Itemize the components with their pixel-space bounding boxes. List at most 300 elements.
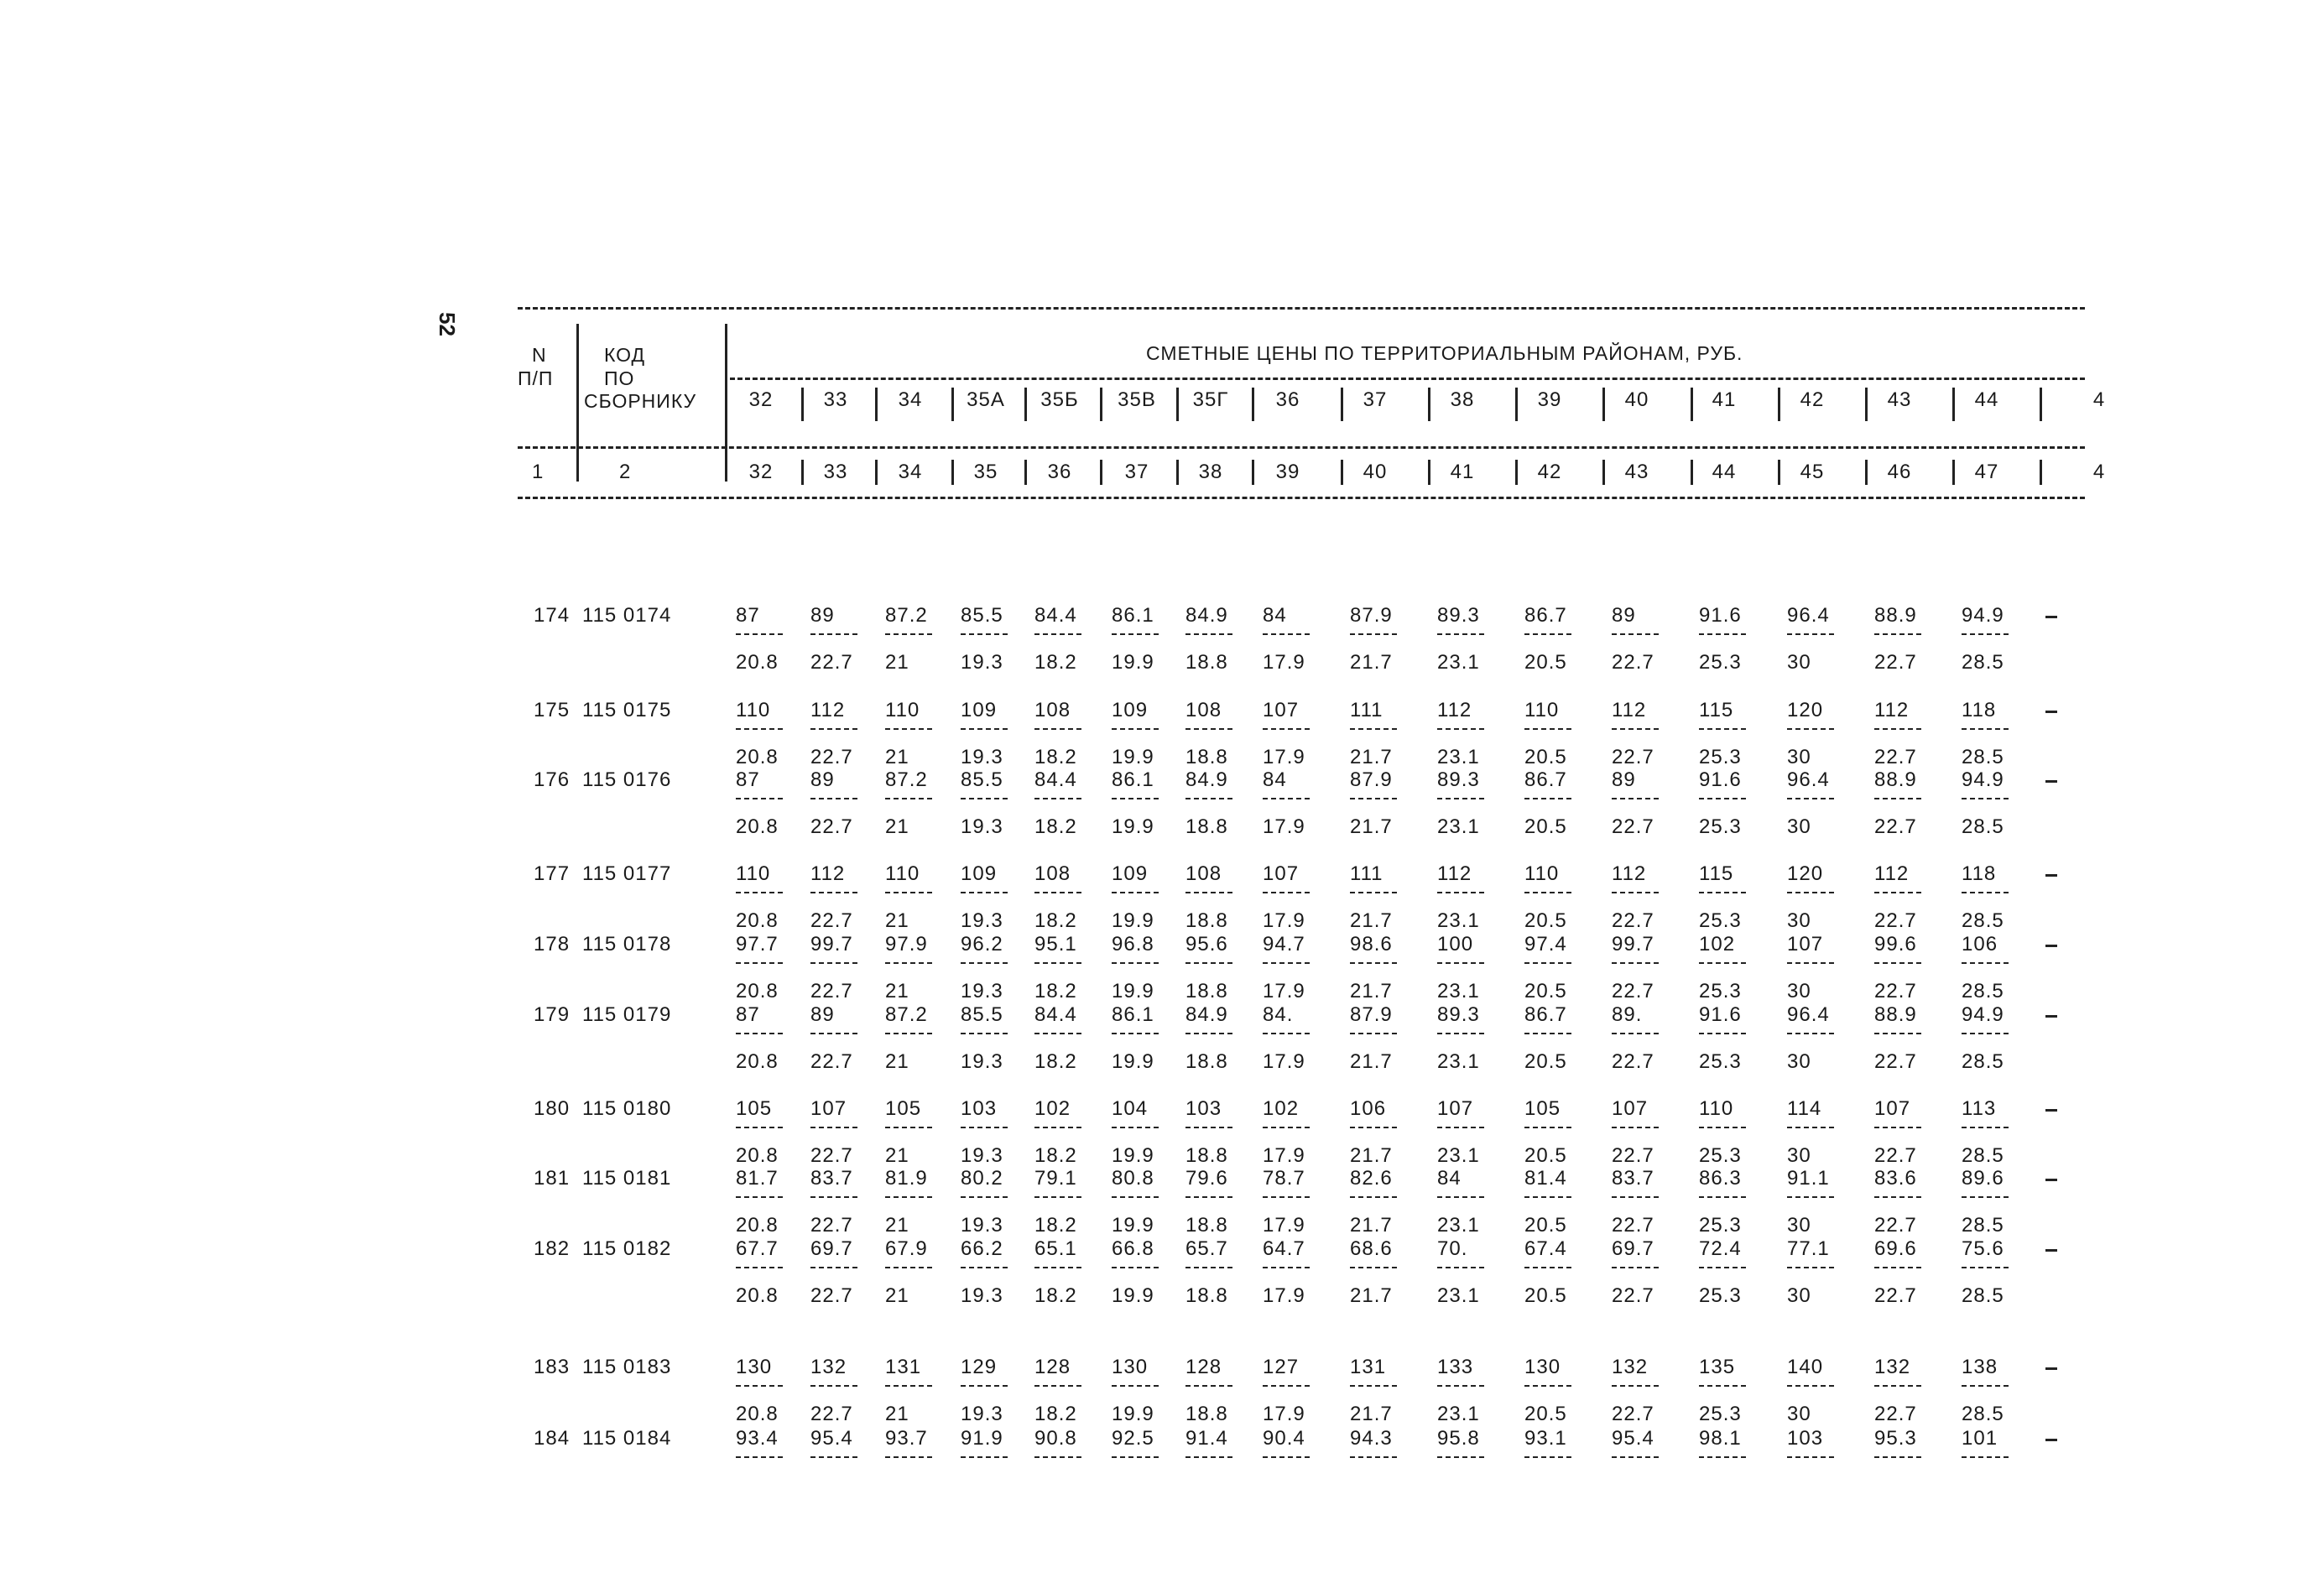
wage-value: 20.8 — [736, 746, 779, 768]
index-label: 37 — [1124, 461, 1149, 483]
fraction-line — [1437, 1267, 1484, 1268]
fraction-line — [1874, 1196, 1921, 1198]
index-label: 45 — [1800, 461, 1825, 483]
row-end-dash — [2045, 1015, 2057, 1018]
wage-value: 20.5 — [1524, 980, 1567, 1002]
wage-value: 21.7 — [1350, 909, 1393, 932]
wage-value: 22.7 — [1612, 1284, 1654, 1307]
wage-value: 17.9 — [1263, 1284, 1305, 1307]
price-value: 130 — [736, 1356, 773, 1378]
price-value: 107 — [1874, 1097, 1911, 1120]
district-label: 36 — [1275, 388, 1300, 411]
wage-value: 30 — [1787, 980, 1811, 1002]
fraction-line — [1112, 1033, 1159, 1034]
fraction-line — [1437, 728, 1484, 730]
price-value: 93.1 — [1524, 1427, 1567, 1450]
fraction-line — [1524, 1456, 1571, 1458]
fraction-line — [736, 1033, 783, 1034]
wage-value: 17.9 — [1263, 651, 1305, 674]
fraction-line — [961, 1033, 1008, 1034]
price-value: 75.6 — [1962, 1237, 2004, 1260]
fraction-line — [1612, 1127, 1659, 1128]
wage-value: 21.7 — [1350, 1144, 1393, 1167]
fraction-line — [1524, 1196, 1571, 1198]
fraction-line — [1962, 798, 2009, 799]
wage-value: 17.9 — [1263, 909, 1305, 932]
wage-value: 20.8 — [736, 1403, 779, 1425]
row-code: 115 0177 — [582, 862, 672, 885]
price-value: 110 — [736, 699, 771, 721]
wage-value: 28.5 — [1962, 1403, 2004, 1425]
price-value: 91.6 — [1699, 768, 1742, 791]
wage-value: 21 — [885, 1144, 909, 1167]
price-value: 79.6 — [1185, 1167, 1228, 1190]
fraction-line — [736, 1267, 783, 1268]
price-value: 87.2 — [885, 1003, 928, 1026]
wage-value: 18.8 — [1185, 909, 1228, 932]
price-value: 115 — [1699, 862, 1734, 885]
price-value: 110 — [885, 862, 920, 885]
fraction-line — [1874, 1267, 1921, 1268]
index-label: 39 — [1275, 461, 1300, 483]
price-value: 89 — [810, 604, 835, 627]
fraction-line — [961, 1267, 1008, 1268]
price-value: 113 — [1962, 1097, 1997, 1120]
wage-value: 22.7 — [1874, 1050, 1917, 1073]
wage-value: 23.1 — [1437, 1144, 1480, 1167]
price-value: 83.6 — [1874, 1167, 1917, 1190]
fraction-line — [810, 892, 857, 893]
price-value: 97.9 — [885, 933, 928, 956]
price-value: 108 — [1185, 699, 1222, 721]
index-separator — [1428, 460, 1430, 485]
district-separator — [1100, 388, 1102, 421]
fraction-line — [1874, 633, 1921, 635]
wage-value: 23.1 — [1437, 1403, 1480, 1425]
price-value: 111 — [1350, 862, 1383, 885]
wage-value: 22.7 — [810, 1284, 853, 1307]
fraction-line — [1437, 633, 1484, 635]
district-separator — [1778, 388, 1780, 421]
wage-value: 18.8 — [1185, 1144, 1228, 1167]
fraction-line — [1699, 728, 1746, 730]
wage-value: 18.2 — [1034, 980, 1077, 1002]
header-divider — [725, 324, 727, 482]
index-label: 32 — [748, 461, 774, 483]
index-label: 36 — [1047, 461, 1072, 483]
district-separator — [1252, 388, 1254, 421]
index-separator — [1691, 460, 1693, 485]
price-value: 95.4 — [1612, 1427, 1654, 1450]
fraction-line — [1034, 1196, 1081, 1198]
fraction-line — [885, 728, 932, 730]
wage-value: 20.5 — [1524, 1284, 1567, 1307]
row-code: 115 0181 — [582, 1167, 672, 1190]
district-label: 41 — [1712, 388, 1737, 411]
fraction-line — [1524, 1385, 1571, 1387]
index-label: 47 — [1974, 461, 1999, 483]
price-value: 107 — [1263, 699, 1300, 721]
header-mid-rule — [730, 378, 2085, 380]
price-value: 112 — [810, 699, 846, 721]
wage-value: 30 — [1787, 1214, 1811, 1237]
row-end-dash — [2045, 1367, 2057, 1370]
row-end-dash — [2045, 945, 2057, 947]
fraction-line — [1874, 798, 1921, 799]
wage-value: 19.9 — [1112, 1403, 1154, 1425]
page-number: 52 — [435, 312, 460, 336]
price-value: 87 — [736, 604, 760, 627]
fraction-line — [1112, 1456, 1159, 1458]
fraction-line — [1874, 1127, 1921, 1128]
district-label: 35А — [967, 388, 1005, 411]
fraction-line — [1699, 1196, 1746, 1198]
wage-value: 19.9 — [1112, 980, 1154, 1002]
wage-value: 22.7 — [1874, 909, 1917, 932]
fraction-line — [1185, 728, 1232, 730]
index-label: 35 — [973, 461, 998, 483]
wage-value: 20.5 — [1524, 1214, 1567, 1237]
fraction-line — [1263, 1127, 1310, 1128]
fraction-line — [1962, 1456, 2009, 1458]
wage-value: 17.9 — [1263, 1144, 1305, 1167]
price-value: 105 — [1524, 1097, 1561, 1120]
fraction-line — [1699, 1033, 1746, 1034]
fraction-line — [1524, 1033, 1571, 1034]
price-value: 89.6 — [1962, 1167, 2004, 1190]
price-value: 65.7 — [1185, 1237, 1228, 1260]
fraction-line — [810, 1127, 857, 1128]
fraction-line — [1699, 962, 1746, 964]
price-value: 110 — [1524, 699, 1560, 721]
fraction-line — [1612, 1385, 1659, 1387]
price-value: 107 — [1263, 862, 1300, 885]
wage-value: 22.7 — [1612, 980, 1654, 1002]
header-divider — [576, 324, 579, 482]
wage-value: 21.7 — [1350, 1403, 1393, 1425]
price-value: 112 — [1437, 862, 1472, 885]
fraction-line — [1524, 798, 1571, 799]
price-value: 118 — [1962, 699, 1997, 721]
district-label: 37 — [1363, 388, 1388, 411]
fraction-line — [1350, 798, 1397, 799]
index-separator — [1952, 460, 1955, 485]
wage-value: 21 — [885, 1214, 909, 1237]
row-end-dash — [2045, 616, 2057, 618]
wage-value: 23.1 — [1437, 815, 1480, 838]
price-value: 105 — [885, 1097, 922, 1120]
price-value: 72.4 — [1699, 1237, 1742, 1260]
wage-value: 18.2 — [1034, 815, 1077, 838]
fraction-line — [1612, 1196, 1659, 1198]
fraction-line — [1112, 892, 1159, 893]
price-value: 66.8 — [1112, 1237, 1154, 1260]
district-separator — [951, 388, 954, 421]
wage-value: 19.9 — [1112, 909, 1154, 932]
fraction-line — [1874, 1033, 1921, 1034]
district-separator — [1341, 388, 1343, 421]
price-value: 67.4 — [1524, 1237, 1567, 1260]
fraction-line — [961, 1127, 1008, 1128]
fraction-line — [1437, 1385, 1484, 1387]
price-value: 128 — [1185, 1356, 1222, 1378]
price-value: 104 — [1112, 1097, 1149, 1120]
row-number: 181 — [534, 1167, 571, 1190]
price-value: 132 — [810, 1356, 847, 1378]
wage-value: 17.9 — [1263, 815, 1305, 838]
wage-value: 21 — [885, 1050, 909, 1073]
wage-value: 19.3 — [961, 815, 1003, 838]
fraction-line — [1787, 1127, 1834, 1128]
price-value: 101 — [1962, 1427, 1998, 1450]
price-value: 89 — [1612, 768, 1636, 791]
wage-value: 25.3 — [1699, 980, 1742, 1002]
fraction-line — [1185, 1267, 1232, 1268]
price-value: 85.5 — [961, 604, 1003, 627]
row-number: 183 — [534, 1356, 571, 1378]
wage-value: 22.7 — [810, 1050, 853, 1073]
wage-value: 18.2 — [1034, 1050, 1077, 1073]
price-value: 88.9 — [1874, 1003, 1917, 1026]
wage-value: 17.9 — [1263, 1403, 1305, 1425]
fraction-line — [1350, 1033, 1397, 1034]
fraction-line — [1699, 1267, 1746, 1268]
fraction-line — [810, 1267, 857, 1268]
row-number: 177 — [534, 862, 571, 885]
row-end-dash — [2045, 1249, 2057, 1252]
fraction-line — [1437, 798, 1484, 799]
wage-value: 22.7 — [1612, 1214, 1654, 1237]
price-value: 112 — [810, 862, 846, 885]
wage-value: 25.3 — [1699, 746, 1742, 768]
price-value: 131 — [1350, 1356, 1387, 1378]
price-value: 130 — [1524, 1356, 1561, 1378]
wage-value: 28.5 — [1962, 1144, 2004, 1167]
price-value: 99.7 — [810, 933, 853, 956]
price-value: 91.9 — [961, 1427, 1003, 1450]
index-separator — [1865, 460, 1868, 485]
wage-value: 22.7 — [810, 815, 853, 838]
fraction-line — [1112, 728, 1159, 730]
wage-value: 18.8 — [1185, 651, 1228, 674]
price-value: 85.5 — [961, 1003, 1003, 1026]
wage-value: 19.9 — [1112, 746, 1154, 768]
fraction-line — [1524, 728, 1571, 730]
row-code: 115 0176 — [582, 768, 672, 791]
fraction-line — [1263, 798, 1310, 799]
price-value: 84.4 — [1034, 1003, 1077, 1026]
fraction-line — [1263, 962, 1310, 964]
price-value: 77.1 — [1787, 1237, 1830, 1260]
fraction-line — [885, 1033, 932, 1034]
price-value: 69.7 — [810, 1237, 853, 1260]
district-separator — [1024, 388, 1027, 421]
district-separator — [1515, 388, 1518, 421]
price-value: 112 — [1612, 862, 1647, 885]
wage-value: 22.7 — [810, 1144, 853, 1167]
district-label: 35Б — [1040, 388, 1079, 411]
price-value: 87.9 — [1350, 604, 1393, 627]
price-value: 95.8 — [1437, 1427, 1480, 1450]
wage-value: 23.1 — [1437, 909, 1480, 932]
price-value: 66.2 — [961, 1237, 1003, 1260]
wage-value: 18.8 — [1185, 980, 1228, 1002]
wage-value: 21 — [885, 1284, 909, 1307]
fraction-line — [1034, 728, 1081, 730]
row-end-dash — [2045, 1109, 2057, 1112]
wage-value: 18.2 — [1034, 909, 1077, 932]
wage-value: 19.3 — [961, 1284, 1003, 1307]
price-value: 87.9 — [1350, 1003, 1393, 1026]
fraction-line — [885, 1456, 932, 1458]
wage-value: 19.3 — [961, 980, 1003, 1002]
row-number: 184 — [534, 1427, 571, 1450]
fraction-line — [1699, 892, 1746, 893]
row-code: 115 0184 — [582, 1427, 672, 1450]
price-value: 95.1 — [1034, 933, 1077, 956]
index-separator — [1341, 460, 1343, 485]
fraction-line — [1787, 1456, 1834, 1458]
fraction-line — [1699, 1456, 1746, 1458]
wage-value: 28.5 — [1962, 1214, 2004, 1237]
fraction-line — [810, 633, 857, 635]
fraction-line — [1962, 962, 2009, 964]
wage-value: 25.3 — [1699, 909, 1742, 932]
price-value: 95.6 — [1185, 933, 1228, 956]
district-label: 35В — [1118, 388, 1156, 411]
fraction-line — [1699, 1127, 1746, 1128]
price-value: 87.2 — [885, 768, 928, 791]
fraction-line — [1034, 1456, 1081, 1458]
price-value: 96.4 — [1787, 1003, 1830, 1026]
price-value: 84.9 — [1185, 1003, 1228, 1026]
price-value: 64.7 — [1263, 1237, 1305, 1260]
row-code: 115 0179 — [582, 1003, 672, 1026]
fraction-line — [1350, 892, 1397, 893]
fraction-line — [1350, 1127, 1397, 1128]
price-value: 84. — [1263, 1003, 1294, 1026]
district-label: 42 — [1800, 388, 1825, 411]
group-title: СМЕТНЫЕ ЦЕНЫ ПО ТЕРРИТОРИАЛЬНЫМ РАЙОНАМ, РУБ. — [1146, 342, 1743, 364]
price-value: 80.8 — [1112, 1167, 1154, 1190]
wage-value: 22.7 — [1612, 651, 1654, 674]
price-value: 89 — [810, 768, 835, 791]
fraction-line — [1350, 728, 1397, 730]
price-value: 87 — [736, 768, 760, 791]
price-value: 91.1 — [1787, 1167, 1830, 1190]
index-separator — [1602, 460, 1605, 485]
index-separator — [1778, 460, 1780, 485]
wage-value: 22.7 — [810, 746, 853, 768]
price-value: 70. — [1437, 1237, 1468, 1260]
col-code-label-2: ПО — [604, 367, 635, 389]
price-value: 79.1 — [1034, 1167, 1077, 1190]
price-value: 108 — [1034, 862, 1071, 885]
fraction-line — [1185, 892, 1232, 893]
wage-value: 22.7 — [1874, 1403, 1917, 1425]
fraction-line — [1112, 1267, 1159, 1268]
fraction-line — [1185, 1127, 1232, 1128]
fraction-line — [1034, 1033, 1081, 1034]
fraction-line — [1612, 1456, 1659, 1458]
price-value: 105 — [736, 1097, 773, 1120]
fraction-line — [1034, 1127, 1081, 1128]
price-value: 84 — [1263, 604, 1287, 627]
row-end-dash — [2045, 874, 2057, 877]
fraction-line — [810, 962, 857, 964]
col-n-label-2: П/П — [518, 367, 554, 389]
wage-value: 22.7 — [1612, 909, 1654, 932]
price-value: 138 — [1962, 1356, 1998, 1378]
wage-value: 20.5 — [1524, 815, 1567, 838]
wage-value: 21.7 — [1350, 651, 1393, 674]
price-value: 102 — [1034, 1097, 1071, 1120]
fraction-line — [1034, 633, 1081, 635]
price-value: 107 — [1437, 1097, 1474, 1120]
price-value: 100 — [1437, 933, 1474, 956]
price-value: 132 — [1612, 1356, 1649, 1378]
price-value: 130 — [1112, 1356, 1149, 1378]
price-value: 107 — [1787, 933, 1824, 956]
fraction-line — [961, 728, 1008, 730]
wage-value: 25.3 — [1699, 1403, 1742, 1425]
price-value: 97.4 — [1524, 933, 1567, 956]
fraction-line — [1874, 1456, 1921, 1458]
price-value: 84 — [1263, 768, 1287, 791]
wage-value: 22.7 — [1874, 815, 1917, 838]
fraction-line — [736, 1456, 783, 1458]
wage-value: 18.2 — [1034, 1284, 1077, 1307]
fraction-line — [1787, 1267, 1834, 1268]
wage-value: 25.3 — [1699, 1050, 1742, 1073]
wage-value: 30 — [1787, 1050, 1811, 1073]
district-separator — [1602, 388, 1605, 421]
district-separator — [1952, 388, 1955, 421]
price-value: 68.6 — [1350, 1237, 1393, 1260]
fraction-line — [961, 962, 1008, 964]
wage-value: 18.8 — [1185, 1050, 1228, 1073]
fraction-line — [961, 892, 1008, 893]
price-value: 96.8 — [1112, 933, 1154, 956]
district-label: 38 — [1450, 388, 1475, 411]
wage-value: 20.5 — [1524, 1144, 1567, 1167]
wage-value: 19.3 — [961, 1214, 1003, 1237]
fraction-line — [1699, 798, 1746, 799]
price-value: 65.1 — [1034, 1237, 1077, 1260]
fraction-line — [1263, 633, 1310, 635]
price-value: 110 — [736, 862, 771, 885]
fraction-line — [1612, 892, 1659, 893]
fraction-line — [1112, 962, 1159, 964]
wage-value: 21 — [885, 651, 909, 674]
fraction-line — [1350, 1196, 1397, 1198]
price-value: 112 — [1612, 699, 1647, 721]
fraction-line — [1437, 1196, 1484, 1198]
price-value: 106 — [1962, 933, 1998, 956]
row-code: 115 0178 — [582, 933, 672, 956]
price-value: 95.4 — [810, 1427, 853, 1450]
wage-value: 22.7 — [1874, 746, 1917, 768]
fraction-line — [736, 798, 783, 799]
price-value: 84.4 — [1034, 604, 1077, 627]
fraction-line — [1350, 1456, 1397, 1458]
price-value: 112 — [1874, 862, 1910, 885]
row-number: 180 — [534, 1097, 571, 1120]
wage-value: 28.5 — [1962, 909, 2004, 932]
fraction-line — [1612, 728, 1659, 730]
fraction-line — [1524, 1267, 1571, 1268]
wage-value: 21 — [885, 1403, 909, 1425]
